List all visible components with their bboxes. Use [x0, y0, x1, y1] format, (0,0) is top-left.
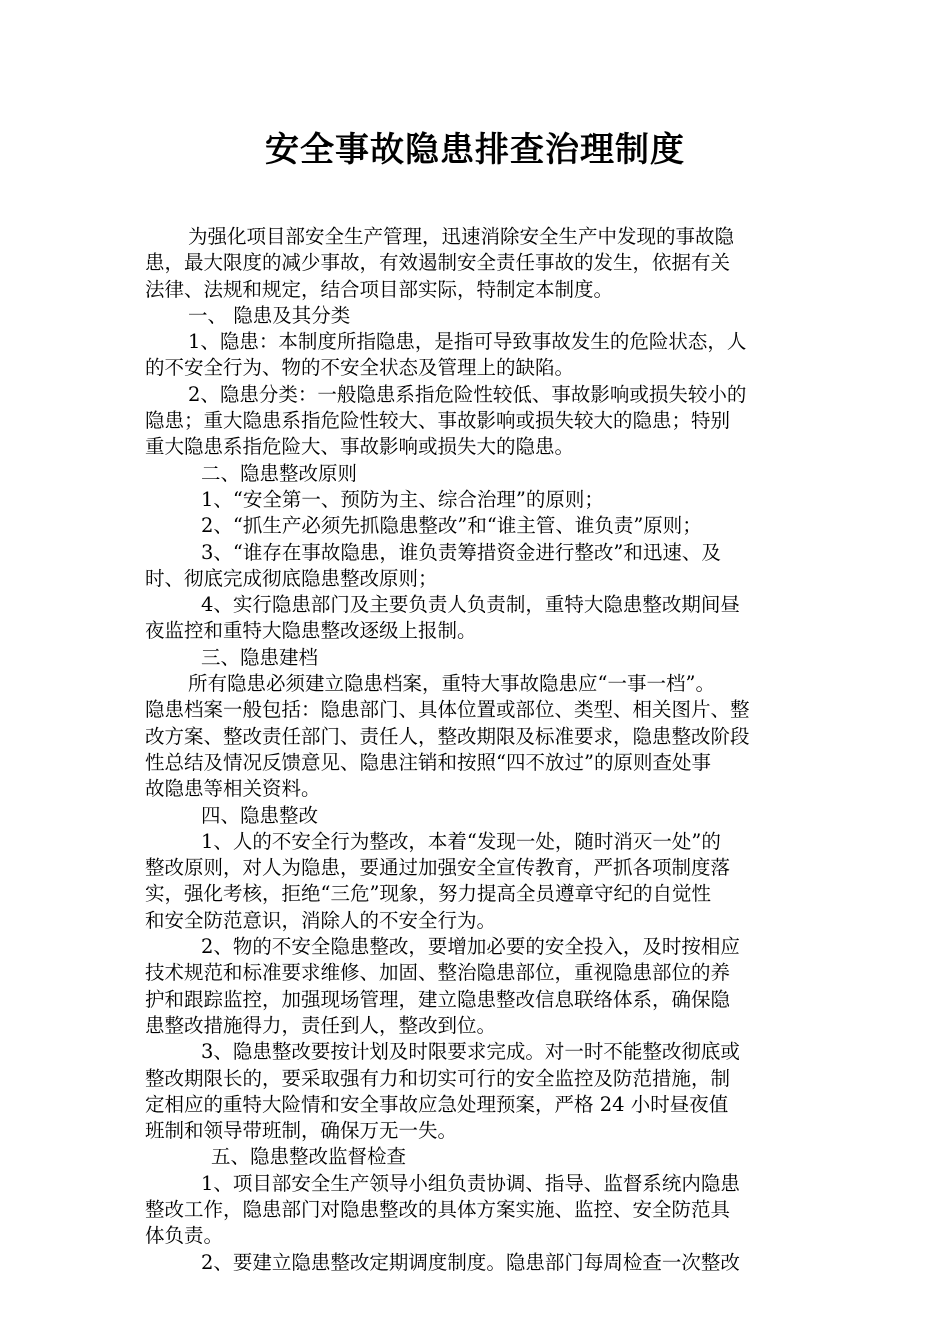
paragraph-line: 夜监控和重特大隐患整改逐级上报制。: [145, 619, 477, 643]
paragraph-line: 法律、法规和规定，结合项目部实际，特制定本制度。: [145, 277, 614, 301]
paragraph-line: 2、“抓生产必须先抓隐患整改”和“谁主管、谁负责”原则；: [201, 514, 702, 538]
paragraph-line: 和安全防范意识，消除人的不安全行为。: [145, 908, 497, 932]
paragraph-line: 的不安全行为、物的不安全状态及管理上的缺陷。: [145, 356, 575, 380]
paragraph-line: 技术规范和标准要求维修、加固、整治隐患部位，重视隐患部位的养: [145, 961, 731, 985]
paragraph-line: 1、“安全第一、预防为主、综合治理”的原则；: [201, 487, 604, 511]
section-heading: 五、隐患整改监督检查: [211, 1145, 407, 1169]
paragraph-line: 1、隐患：本制度所指隐患，是指可导致事故发生的危险状态，人: [188, 330, 747, 354]
paragraph-line: 患整改措施得力，责任到人，整改到位。: [145, 1013, 497, 1037]
paragraph-line: 所有隐患必须建立隐患档案，重特大事故隐患应“一事一档”。: [188, 672, 715, 696]
paragraph-line: 3、隐患整改要按计划及时限要求完成。对一时不能整改彻底或: [201, 1040, 740, 1064]
paragraph-line: 隐患；重大隐患系指危险性较大、事故影响或损失较大的隐患；特别: [145, 409, 731, 433]
paragraph-line: 患，最大限度的减少事故，有效遏制安全责任事故的发生，依据有关: [145, 251, 731, 275]
paragraph-line: 1、人的不安全行为整改，本着“发现一处，随时消灭一处”的: [201, 829, 721, 853]
paragraph-line: 1、项目部安全生产领导小组负责协调、指导、监督系统内隐患: [201, 1171, 740, 1195]
paragraph-line: 实，强化考核，拒绝“三危”现象，努力提高全员遵章守纪的自觉性: [145, 882, 711, 906]
paragraph-line: 故隐患等相关资料。: [145, 777, 321, 801]
paragraph-line: 班制和领导带班制，确保万无一失。: [145, 1119, 458, 1143]
paragraph-line: 整改工作，隐患部门对隐患整改的具体方案实施、监控、安全防范具: [145, 1197, 731, 1221]
paragraph-line: 改方案、整改责任部门、责任人，整改期限及标准要求，隐患整改阶段: [145, 724, 750, 748]
paragraph-line: 时、彻底完成彻底隐患整改原则；: [145, 566, 438, 590]
paragraph-line: 体负责。: [145, 1224, 224, 1248]
document-body: [145, 224, 810, 1276]
section-heading: 四、隐患整改: [201, 803, 319, 827]
paragraph-line: 护和跟踪监控，加强现场管理，建立隐患整改信息联络体系，确保隐: [145, 987, 731, 1011]
paragraph-line: 2、物的不安全隐患整改，要增加必要的安全投入，及时按相应: [201, 935, 740, 959]
document-title: 安全事故隐患排查治理制度: [265, 130, 685, 170]
section-heading: 二、隐患整改原则: [201, 461, 358, 485]
section-heading: 一、 隐患及其分类: [188, 303, 351, 327]
paragraph-line: 3、“谁存在事故隐患，谁负责筹措资金进行整改”和迅速、及: [201, 540, 721, 564]
paragraph-line: 为强化项目部安全生产管理，迅速消除安全生产中发现的事故隐: [188, 225, 735, 248]
paragraph-line: 定相应的重特大险情和安全事故应急处理预案，严格 24 小时昼夜值: [145, 1092, 729, 1116]
paragraph-line: 4、实行隐患部门及主要负责人负责制，重特大隐患整改期间昼: [201, 593, 740, 617]
section-heading: 三、隐患建档: [201, 645, 319, 669]
paragraph-line: 重大隐患系指危险大、事故影响或损失大的隐患。: [145, 435, 575, 459]
paragraph-line: 2、隐患分类：一般隐患系指危险性较低、事故影响或损失较小的: [188, 382, 747, 406]
paragraph-line: 整改期限长的，要采取强有力和切实可行的安全监控及防范措施，制: [145, 1066, 731, 1090]
paragraph-line: 整改原则，对人为隐患，要通过加强安全宣传教育，严抓各项制度落: [145, 856, 731, 880]
paragraph-line: 性总结及情况反馈意见、隐患注销和按照“四不放过”的原则查处事: [145, 750, 711, 774]
paragraph-line: 隐患档案一般包括：隐患部门、具体位置或部位、类型、相关图片、整: [145, 698, 750, 722]
paragraph-line: 2、要建立隐患整改定期调度制度。隐患部门每周检查一次整改: [201, 1250, 740, 1274]
